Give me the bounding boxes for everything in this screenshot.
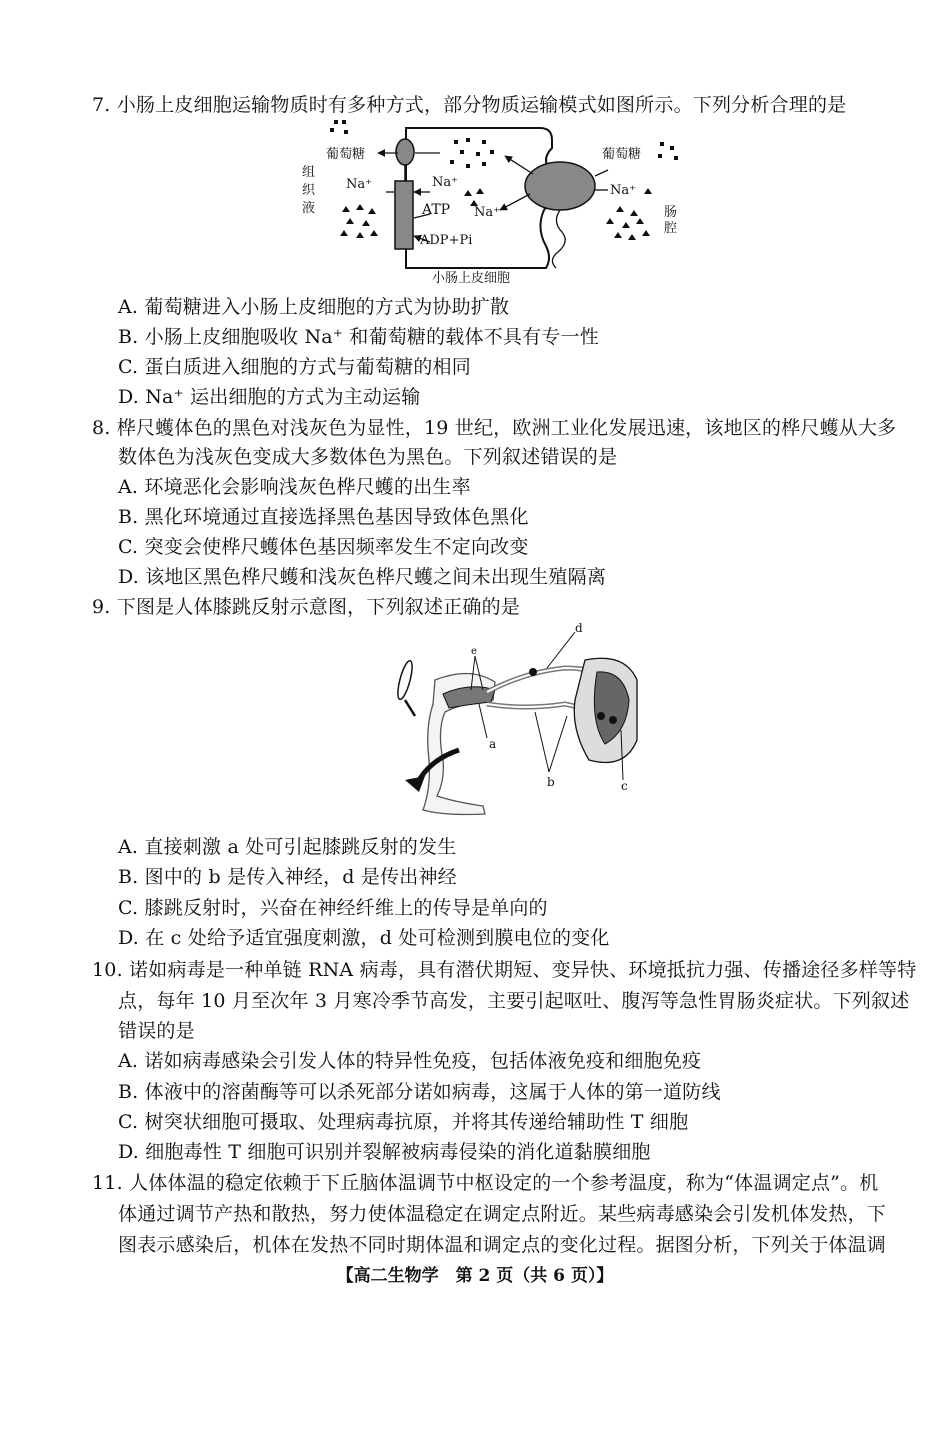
label-b: b <box>547 775 555 789</box>
label-atp: ATP <box>422 202 451 218</box>
q11-stem-line2: 体通过调节产热和散热，努力使体温稳定在调定点附近。某些病毒感染会引发机体发热，下 <box>118 1203 887 1225</box>
q8-stem-line1: 8. 桦尺蠖体色的黑色对浅灰色为显性，19 世纪，欧洲工业化发展迅速，该地区的桦尺蠖从大多 <box>92 417 897 439</box>
label-glucose-right: 葡萄糖 <box>602 147 642 162</box>
q9-option-a: A. 直接刺激 a 处可引起膝跳反射的发生 <box>118 836 457 858</box>
label-d: d <box>575 621 583 635</box>
q11-stem-line1: 11. 人体体温的稳定依赖于下丘脑体温调节中枢设定的一个参考温度，称为“体温调定点”。机 <box>92 1172 879 1194</box>
q9-stem: 9. 下图是人体膝跳反射示意图，下列叙述正确的是 <box>92 596 520 618</box>
glucose-carrier <box>396 139 414 165</box>
q10-option-b: B. 体液中的溶菌酶等可以杀死部分诺如病毒，这属于人体的第一道防线 <box>118 1081 721 1103</box>
q8-option-d: D. 该地区黑色桦尺蠖和浅灰色桦尺蠖之间未出现生殖隔离 <box>118 566 607 588</box>
label-c: c <box>621 779 628 793</box>
label-na-cell-2: Na⁺ <box>474 205 500 220</box>
q9-knee-reflex-figure <box>375 620 645 820</box>
label-na-lumen: Na⁺ <box>610 183 636 198</box>
q8-option-c: C. 突变会使桦尺蠖体色基因频率发生不定向改变 <box>118 536 529 558</box>
spinal-cord <box>529 658 637 762</box>
glucose-particles-cell <box>450 138 494 168</box>
na-glucose-cotransporter <box>525 162 595 210</box>
na-pump <box>395 181 413 249</box>
na-particles-cell <box>464 188 484 206</box>
glucose-particles-left <box>330 120 348 134</box>
reflex-hammer <box>395 659 415 716</box>
q10-stem-line2: 点，每年 10 月至次年 3 月寒冷季节高发，主要引起呕吐、腹泻等急性胃肠炎症状。下列叙述 <box>118 990 910 1012</box>
label-a: a <box>489 737 497 751</box>
glucose-particles-lumen <box>658 142 678 160</box>
label-adp: ADP+Pi <box>420 233 473 248</box>
q7-stem: 7. 小肠上皮细胞运输物质时有多种方式，部分物质运输模式如图所示。下列分析合理的是 <box>92 94 847 116</box>
q10-option-d: D. 细胞毒性 T 细胞可识别并裂解被病毒侵染的消化道黏膜细胞 <box>118 1141 651 1163</box>
label-glucose-left: 葡萄糖 <box>326 147 366 162</box>
q7-transport-figure <box>290 118 710 288</box>
page-footer: 【高二生物学 第 2 页（共 6 页）】 <box>336 1266 614 1286</box>
q8-stem-line2: 数体色为浅灰色变成大多数体色为黑色。下列叙述错误的是 <box>118 446 618 468</box>
label-na-left: Na⁺ <box>346 177 372 192</box>
q10-option-c: C. 树突状细胞可摄取、处理病毒抗原，并将其传递给辅助性 T 细胞 <box>118 1111 689 1133</box>
label-lumen-1: 肠 <box>664 205 678 220</box>
q9-option-b: B. 图中的 b 是传入神经，d 是传出神经 <box>118 866 457 888</box>
q11-stem-line3: 图表示感染后，机体在发热不同时期体温和调定点的变化过程。据图分析，下列关于体温调 <box>118 1234 887 1256</box>
na-particles-left <box>340 204 378 238</box>
q7-option-d: D. Na⁺ 运出细胞的方式为主动运输 <box>118 386 421 408</box>
label-tissue-fluid-1: 组 <box>302 165 316 180</box>
q7-option-a: A. 葡萄糖进入小肠上皮细胞的方式为协助扩散 <box>118 296 510 318</box>
label-lumen-2: 腔 <box>664 221 678 236</box>
figure-caption: 小肠上皮细胞 <box>432 271 511 286</box>
q10-stem-line1: 10. 诺如病毒是一种单链 RNA 病毒，具有潜伏期短、变异快、环境抵抗力强、传播途径多样等特 <box>92 959 917 981</box>
label-tissue-fluid-3: 液 <box>302 201 316 216</box>
q7-option-b: B. 小肠上皮细胞吸收 Na⁺ 和葡萄糖的载体不具有专一性 <box>118 326 599 348</box>
q9-option-c: C. 膝跳反射时，兴奋在神经纤维上的传导是单向的 <box>118 897 548 919</box>
q8-option-b: B. 黑化环境通过直接选择黑色基因导致体色黑化 <box>118 506 529 528</box>
q10-stem-line3: 错误的是 <box>118 1020 195 1042</box>
q7-option-c: C. 蛋白质进入细胞的方式与葡萄糖的相同 <box>118 356 471 378</box>
q8-option-a: A. 环境恶化会影响浅灰色桦尺蠖的出生率 <box>118 476 471 498</box>
label-tissue-fluid-2: 织 <box>302 183 316 198</box>
q9-option-d: D. 在 c 处给予适宜强度刺激，d 处可检测到膜电位的变化 <box>118 927 610 949</box>
label-na-cell-1: Na⁺ <box>432 175 458 190</box>
label-e: e <box>471 646 477 657</box>
q10-option-a: A. 诺如病毒感染会引发人体的特异性免疫，包括体液免疫和细胞免疫 <box>118 1050 702 1072</box>
